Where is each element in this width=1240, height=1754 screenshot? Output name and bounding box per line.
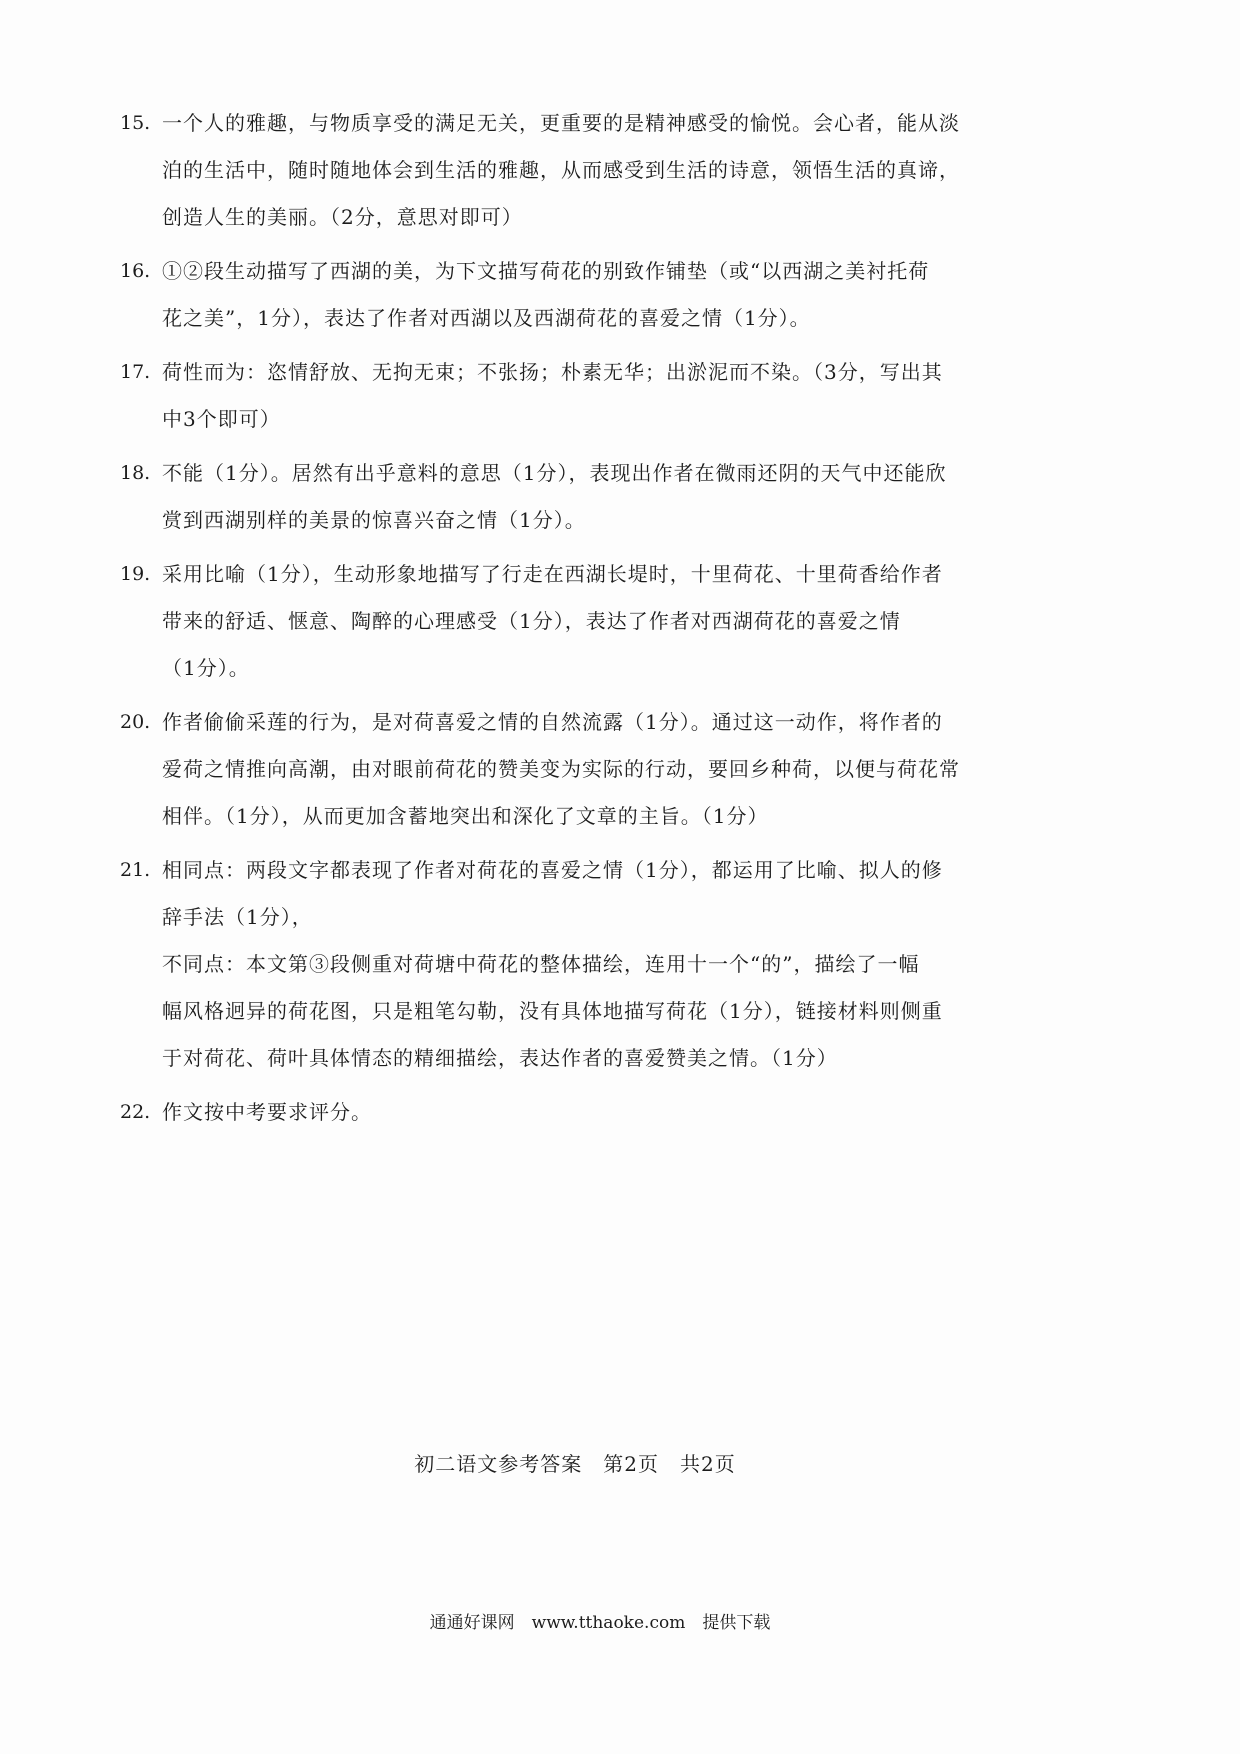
answer-number: 16. xyxy=(120,260,151,282)
answer-item-18 xyxy=(120,450,947,544)
watermark-text: 通通好课网 www.tthaoke.com 提供下载 xyxy=(429,1613,771,1633)
answer-text xyxy=(162,551,943,692)
download-watermark xyxy=(0,1608,1240,1633)
answer-line: 于对荷花、荷叶具体情态的精细描绘，表达作者的喜爱赞美之情。（1分） xyxy=(162,1046,838,1070)
answer-line: （1分）。 xyxy=(162,656,250,680)
answer-line: 幅风格迥异的荷花图，只是粗笔勾勒，没有具体地描写荷花（1分），链接材料则侧重 xyxy=(162,999,943,1023)
answer-line: 辞手法（1分）， xyxy=(162,905,313,929)
answer-line: ①②段生动描写了西湖的美，为下文描写荷花的别致作铺垫（或“以西湖之美衬托荷 xyxy=(162,259,930,283)
answer-line: 作文按中考要求评分。 xyxy=(162,1100,372,1124)
answer-item-17 xyxy=(120,349,943,443)
answer-line: 带来的舒适、惬意、陶醉的心理感受（1分），表达了作者对西湖荷花的喜爱之情 xyxy=(162,609,901,633)
answer-line: 花之美”，1分），表达了作者对西湖以及西湖荷花的喜爱之情（1分）。 xyxy=(162,306,811,330)
answer-number: 18. xyxy=(120,462,151,484)
answer-number: 21. xyxy=(120,859,151,881)
answer-item-15 xyxy=(120,100,960,241)
answer-text xyxy=(162,100,960,241)
answer-text xyxy=(162,1089,910,1136)
answer-item-20 xyxy=(120,699,960,840)
answer-line: 相同点：两段文字都表现了作者对荷花的喜爱之情（1分），都运用了比喻、拟人的修 xyxy=(162,858,943,882)
answer-line: 采用比喻（1分），生动形象地描写了行走在西湖长堤时，十里荷花、十里荷香给作者 xyxy=(162,562,943,586)
answer-line: 荷性而为：恣情舒放、无拘无束；不张扬；朴素无华；出淤泥而不染。（3分，写出其 xyxy=(162,360,943,384)
answer-line: 泊的生活中，随时随地体会到生活的雅趣，从而感受到生活的诗意，领悟生活的真谛， xyxy=(162,158,960,182)
answer-line: 不同点：本文第③段侧重对荷塘中荷花的整体描绘，连用十一个“的”，描绘了一幅 xyxy=(162,952,920,976)
answer-item-22 xyxy=(120,1089,910,1136)
page-number-label: 初二语文参考答案 第2页 共2页 xyxy=(414,1452,736,1476)
answer-list xyxy=(120,100,960,1143)
answer-number: 19. xyxy=(120,563,151,585)
answer-line: 不能（1分）。居然有出乎意料的意思（1分），表现出作者在微雨还阴的天气中还能欣 xyxy=(162,461,947,485)
answer-number: 17. xyxy=(120,361,151,383)
answer-line: 作者偷偷采莲的行为，是对荷喜爱之情的自然流露（1分）。通过这一动作，将作者的 xyxy=(162,710,943,734)
answer-line: 中3个即可） xyxy=(162,407,281,431)
answer-text xyxy=(162,248,929,342)
answer-item-21 xyxy=(120,847,943,1082)
answer-number: 15. xyxy=(120,112,151,134)
answer-text xyxy=(162,349,943,443)
answer-number: 20. xyxy=(120,711,151,733)
answer-line: 一个人的雅趣，与物质享受的满足无关，更重要的是精神感受的愉悦。会心者，能从淡 xyxy=(162,111,960,135)
answer-text xyxy=(162,450,946,544)
answer-line: 爱荷之情推向高潮，由对眼前荷花的赞美变为实际的行动，要回乡种荷，以便与荷花常 xyxy=(162,757,960,781)
answer-line: 相伴。（1分），从而更加含蓄地突出和深化了文章的主旨。（1分） xyxy=(162,804,769,828)
answer-text xyxy=(162,699,960,840)
page-footer xyxy=(0,1448,1240,1477)
answer-line: 赏到西湖别样的美景的惊喜兴奋之情（1分）。 xyxy=(162,508,586,532)
answer-item-19 xyxy=(120,551,943,692)
answer-line: 创造人生的美丽。（2分，意思对即可） xyxy=(162,205,523,229)
answer-item-16 xyxy=(120,248,930,342)
answer-number: 22. xyxy=(120,1101,151,1123)
answer-text xyxy=(162,847,943,1082)
